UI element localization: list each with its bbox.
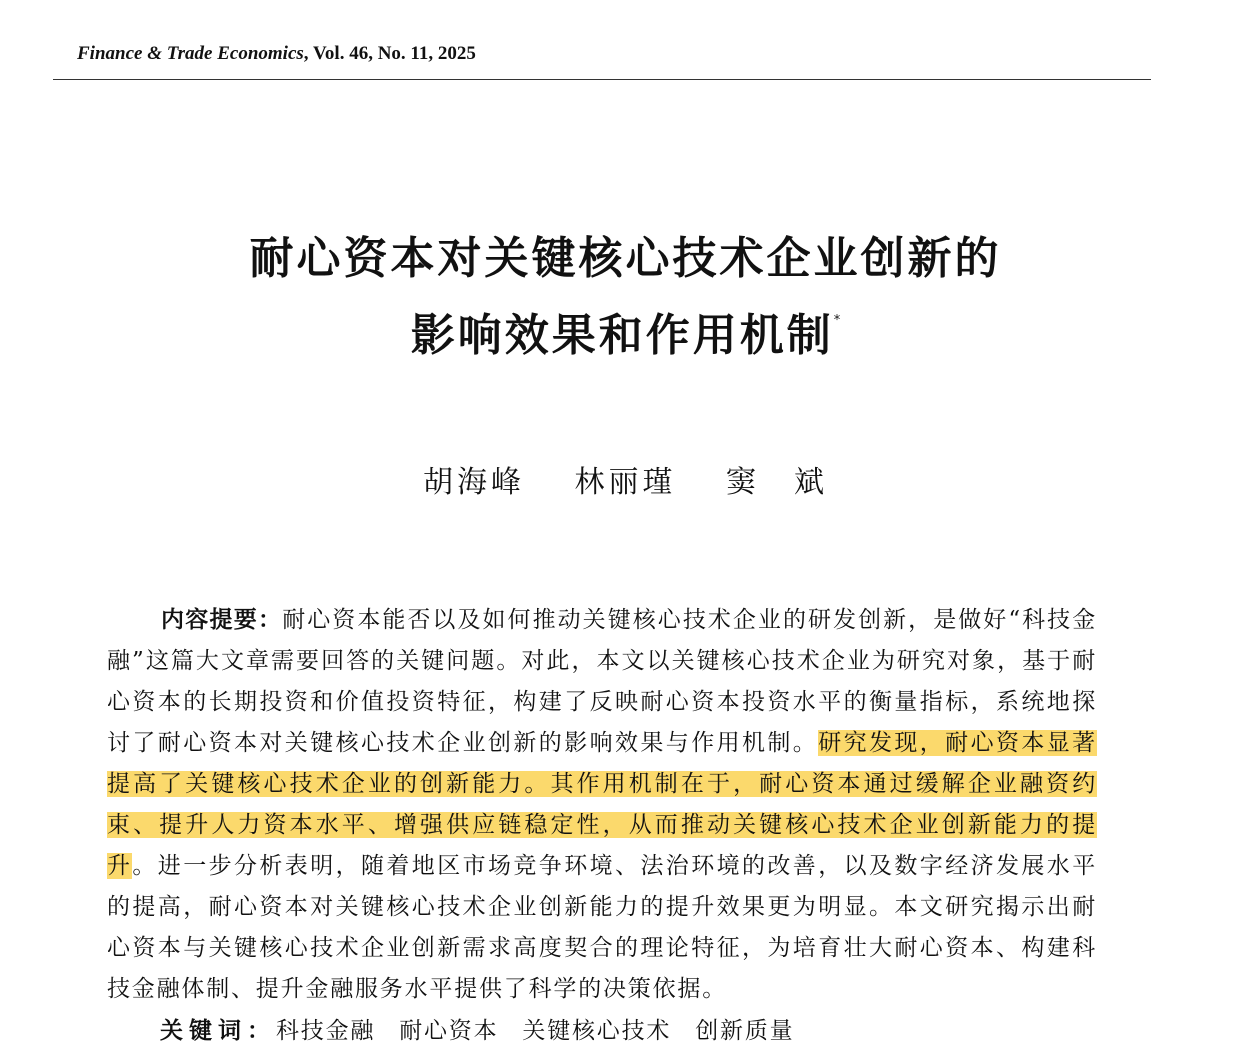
author-list	[0, 457, 1251, 501]
abstract-label: 内容提要：	[161, 607, 283, 633]
keywords	[160, 1012, 818, 1045]
journal-name: Finance & Trade Economics	[77, 43, 304, 64]
abstract-text-intro: 耐心资本能否以及如何推动关键核心技术企业的研发创新，是做好“科技金融”这篇大文章需要回答的关键问题。对此，本文以关键核心技术企业为研究对象，基于耐心资本的长期投资和价值投资特征，构建了反映耐心资本投资水平的衡量指标，系统地探讨了耐心资本对关键核心技术企业创新的影响效果与作用机制。	[107, 607, 1097, 756]
author: 胡海峰	[422, 465, 525, 500]
author: 林丽瑾	[574, 465, 677, 500]
abstract-text-rest: 。进一步分析表明，随着地区市场竞争环境、法治环境的改善，以及数字经济发展水平的提高，耐心资本对关键核心技术企业创新能力的提升效果更为明显。本文研究揭示出耐心资本与关键核心技术企业创新需求高度契合的理论特征，为培育壮大耐心资本、构建科技金融体制、提升金融服务水平提供了科学的决策依据。	[107, 853, 1097, 1002]
keyword: 科技金融	[276, 1018, 376, 1044]
journal-citation	[77, 43, 476, 65]
abstract	[107, 600, 1097, 1010]
keywords-label: 关键词：	[160, 1018, 276, 1044]
keyword: 创新质量	[695, 1018, 795, 1044]
journal-issue: , Vol. 46, No. 11, 2025	[303, 43, 476, 64]
abstract-highlight[interactable]: 研究发现，耐心资本显著提高了关键核心技术企业的创新能力。其作用机制在于，耐心资本通过缓解企业融资约束、提升人力资本水平、增强供应链稳定性，从而推动关键核心技术企业创新能力的提升	[107, 730, 1097, 879]
author: 窦 斌	[726, 465, 829, 500]
title-line-2	[0, 290, 1251, 367]
title-line-1: 耐心资本对关键核心技术企业创新的	[249, 233, 1002, 284]
paper-title	[0, 228, 1251, 367]
keyword: 耐心资本	[399, 1018, 499, 1044]
title-footnote-mark: *	[833, 313, 841, 328]
title-line-2-text: 影响效果和作用机制	[410, 310, 834, 361]
keyword: 关键核心技术	[522, 1018, 672, 1044]
header-rule	[53, 79, 1151, 80]
